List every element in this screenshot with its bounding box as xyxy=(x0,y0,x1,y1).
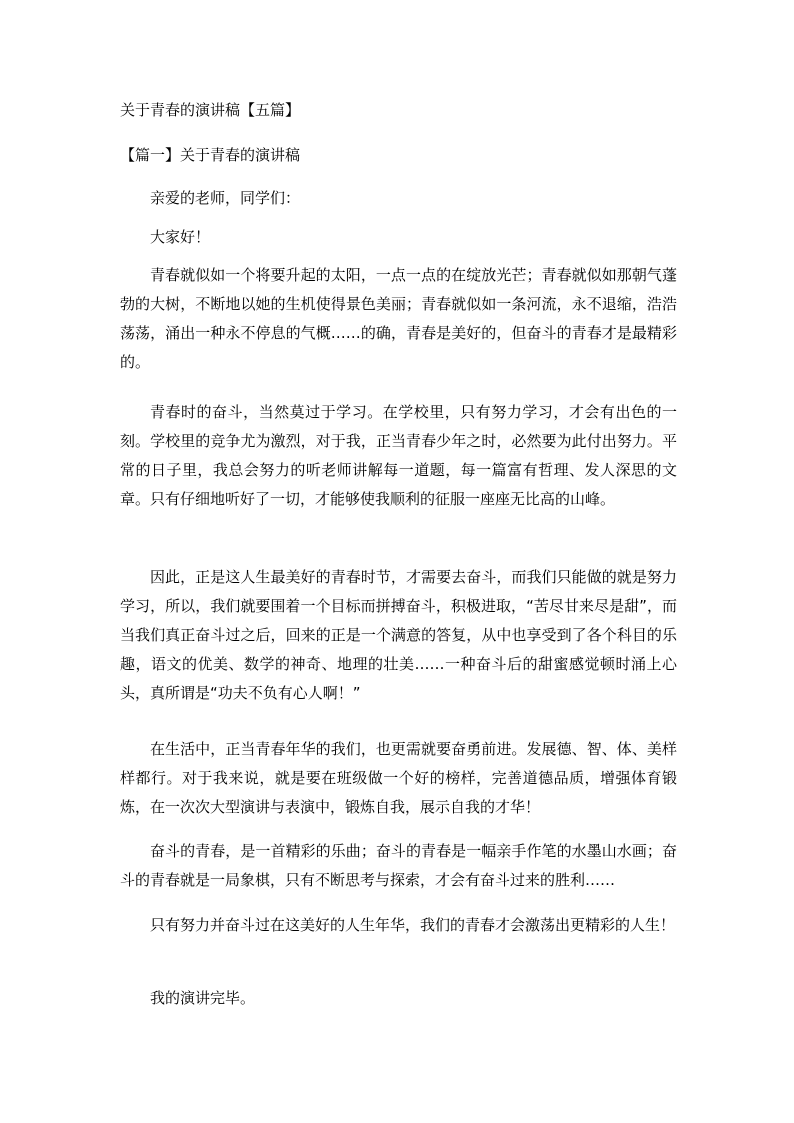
salutation: 亲爱的老师，同学们： xyxy=(150,189,301,207)
section-heading: 【篇一】关于青春的演讲稿 xyxy=(120,146,301,164)
closing-line: 我的演讲完毕。 xyxy=(150,989,256,1007)
body-paragraph-1: 青春就似如一个将要升起的太阳，一点一点的在绽放光芒；青春就似如那朝气蓬勃的大树，不断地以她的生机使得景色美丽；青春就似如一条河流，永不退缩，浩浩荡荡，涌出一种永不停息的气概……的确，青春是美好的，但奋斗的青春才是最精彩的。 xyxy=(120,266,677,371)
body-paragraph-6: 只有努力并奋斗过在这美好的人生年华，我们的青春才会激荡出更精彩的人生！ xyxy=(150,916,676,934)
document-title: 关于青春的演讲稿【五篇】 xyxy=(120,101,301,119)
body-paragraph-2: 青春时的奋斗，当然莫过于学习。在学校里，只有努力学习，才会有出色的一刻。学校里的竞争尤为激烈，对于我，正当青春少年之时，必然要为此付出努力。平常的日子里，我总会努力的听老师讲解每一道题，每一篇富有哲理、发人深思的文章。只有仔细地听好了一切，才能够使我顺利的征服一座座无比高的山峰。 xyxy=(120,403,677,508)
body-paragraph-3: 因此，正是这人生最美好的青春时节，才需要去奋斗，而我们只能做的就是努力学习，所以，我们就要围着一个目标而拼搏奋斗，积极进取，“苦尽甘来尽是甜”，而当我们真正奋斗过之后，回来的正是一个满意的答复，从中也享受到了各个科目的乐趣，语文的优美、数学的神奇、地理的壮美……一种奋斗后的甜蜜感觉顿时涌上心头，真所谓是“功夫不负有心人啊！” xyxy=(120,568,677,702)
greeting: 大家好！ xyxy=(150,228,211,246)
body-paragraph-4: 在生活中，正当青春年华的我们，也更需就要奋勇前进。发展德、智、体、美样样都行。对于我来说，就是要在班级做一个好的榜样，完善道德品质，增强体育锻炼，在一次次大型演讲与表演中，锻炼自我，展示自我的才华！ xyxy=(120,740,677,816)
body-paragraph-5: 奋斗的青春，是一首精彩的乐曲；奋斗的青春是一幅亲手作笔的水墨山水画；奋斗的青春就是一局象棋，只有不断思考与探索，才会有奋斗过来的胜利…… xyxy=(120,842,677,889)
